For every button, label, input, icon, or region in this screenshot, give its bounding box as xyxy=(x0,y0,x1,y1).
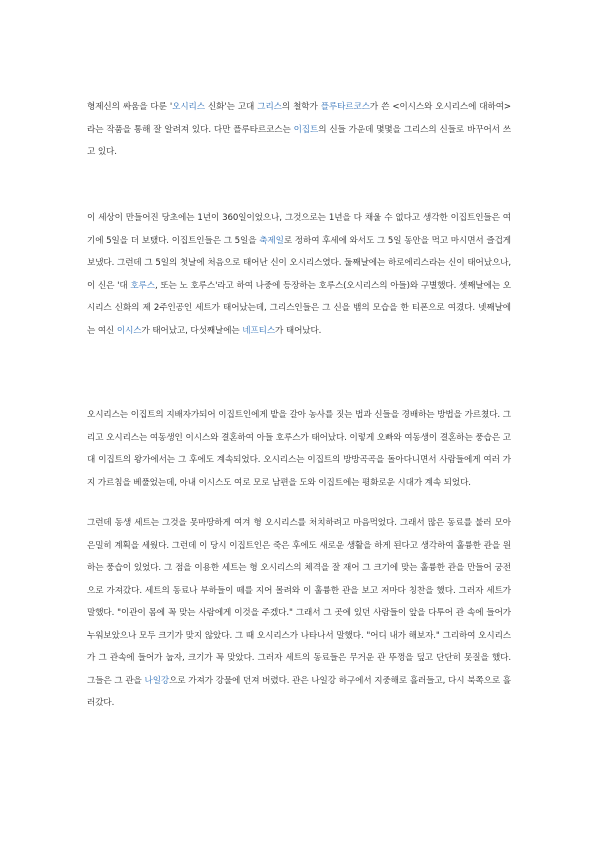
paragraph-text: , 또는 노 호루스'라고 하여 나중에 등장하는 호루스(오시리스의 아들)와 구별했다. 셋째날에는 오시리스 신화의 제 2주인공인 세트가 태어났는데, 그리스인들은 그 신을 뱀의 모습을 한 티폰으로 여겼다. 넷째날에는 여신 xyxy=(87,280,511,336)
inline-link[interactable]: 나일강 xyxy=(144,675,170,686)
paragraph-text: 가 태어났고, 다섯째날에는 xyxy=(141,325,243,336)
paragraph-text: 신화'는 고대 xyxy=(204,102,258,112)
inline-link[interactable]: 그리스 xyxy=(257,102,282,112)
paragraph-myth-origin xyxy=(87,96,511,164)
paragraph-text: 이 세상이 만들어진 당초에는 1년이 360일이었으나, 그것으로는 1년을 다 채울 수 없다고 생각한 이집트인들은 여기에 5일을 더 보탰다. 이집트인들은 그 5일을 xyxy=(87,213,511,246)
paragraph-birth-of-gods xyxy=(87,207,511,342)
paragraph-set-plot xyxy=(87,512,511,715)
paragraph-text: 의 신들 가운데 몇몇을 그리스의 신들로 바꾸어서 쓰고 있다. xyxy=(87,124,512,157)
inline-link[interactable]: 오시리스 xyxy=(172,102,205,112)
paragraph-text: 으로 가져가 강물에 던져 버렸다. 관은 나일강 하구에서 지중해로 흘러들고, 다시 북쪽으로 흘러갔다. xyxy=(87,675,511,708)
inline-link[interactable]: 네프티스 xyxy=(242,325,276,336)
paragraph-text: 그런데 동생 세트는 그것을 못마땅하게 여겨 형 오시리스를 처치하려고 마음먹었다. 그래서 많은 동료를 불러 모아 은밀히 계획을 세웠다. 그런데 이 당시 이집트인은 죽은 후에도 새로운 생활을 하게 된다고 생각하여 훌륭한 관을 원하는 풍습이 있었다. 그 점을 이용한 세트는 형 오시리스의 체격을 잘 재어 그 크기에 맞는 훌륭한 관을 만들어 궁전으로 가져갔다. 세트의 동료나 부하들이 떼를 지어 몰려와 이 훌륭한 관을 보고 저마다 칭찬을 했다. 그러자 세트가 말했다. "이관이 몸에 꼭 맞는 사람에게 이것을 주겠다." 그래서 그 곳에 있던 사람들이 앞을 다투어 관 속에 들어가 누워보았으나 모두 크기가 맞지 않았다. 그 때 오시리스가 나타나서 말했다. "어디 내가 해보자." 그리하여 오시리스가 그 관속에 들어가 눕자, 크기가 꼭 맞았다. 그러자 세트의 동료들은 무거운 관 뚜껑을 덮고 단단히 못질을 했다. 그들은 그 관을 xyxy=(87,518,511,686)
paragraph-text: 의 철학가 xyxy=(281,102,321,112)
paragraph-text: 형제신의 싸움을 다룬 ' xyxy=(87,102,173,112)
paragraph-osiris-rule xyxy=(87,404,511,494)
inline-link[interactable]: 이집트 xyxy=(293,124,319,135)
paragraph-text: 가 태어났다. xyxy=(275,325,322,336)
inline-link[interactable]: 축제일 xyxy=(259,235,284,246)
inline-link[interactable]: 플루타르코스 xyxy=(320,102,370,112)
paragraph-text: 로 정하여 후세에 와서도 그 5일 동안을 먹고 마시면서 즐겁게 보냈다. 그런데 그 5일의 첫날에 처음으로 태어난 신이 오시리스였다. 둘째날에는 하로에리스라는 신이 태어났으나, 이 신은 '대 xyxy=(87,235,511,291)
inline-link[interactable]: 호루스 xyxy=(130,280,155,291)
inline-link[interactable]: 이시스 xyxy=(116,325,142,336)
paragraph-text: 오시리스는 이집트의 지배자가되어 이집트인에게 밭을 갈아 농사를 짓는 법과 신들을 경배하는 방법을 가르쳤다. 그리고 오시리스는 여동생인 이시스와 결혼하여 아들 호루스가 태어났다. 이렇게 오빠와 여동생이 결혼하는 풍습은 고대 이집트의 왕가에서는 그 후에도 계속되었다. 오시리스는 이집트의 방방곡곡을 돌아다니면서 사람들에게 여러 가지 가르침을 베풀었는데, 아내 이시스도 여로 모로 남편을 도와 이집트에는 평화로운 시대가 계속 되었다. xyxy=(87,410,511,488)
paragraph-text: 가 쓴 <이시스와 오시리스에 대하여>라는 작품을 통해 잘 알려져 있다. 다만 플루타르코스는 xyxy=(87,102,511,135)
